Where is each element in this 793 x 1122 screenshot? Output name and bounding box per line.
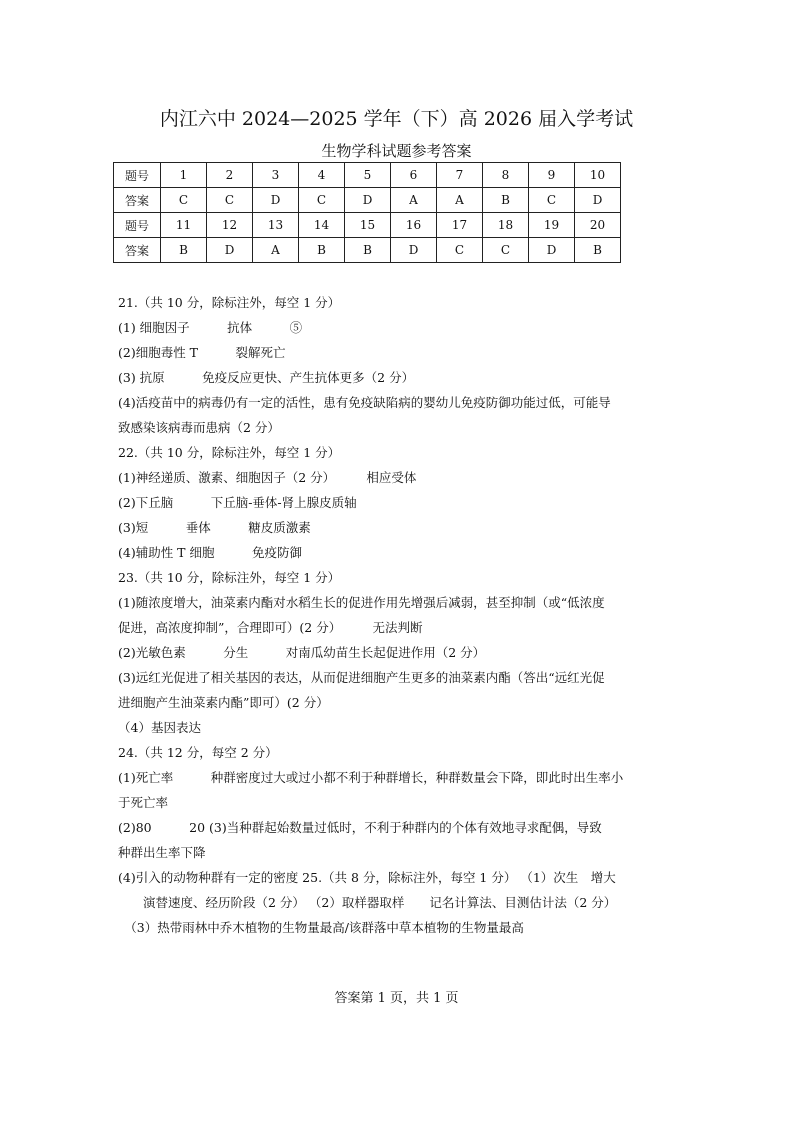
text-line: 22.（共 10 分，除标注外，每空 1 分） — [118, 445, 341, 460]
table-cell: 13 — [253, 213, 299, 238]
text-line: 致感染该病毒而患病（2 分） — [118, 420, 280, 435]
text-line: （3）热带雨林中乔木植物的生物量最高/该群落中草本植物的生物量最高 — [118, 920, 524, 935]
table-cell: 19 — [529, 213, 575, 238]
table-cell: D — [345, 188, 391, 213]
text-line: 23.（共 10 分，除标注外，每空 1 分） — [118, 570, 341, 585]
table-cell: 2 — [207, 163, 253, 188]
text-line: (2)80 20 (3)当种群起始数量过低时，不利于种群内的个体有效地寻求配偶，导致 — [118, 820, 602, 835]
text-line: (1)神经递质、激素、细胞因子（2 分） 相应受体 — [118, 470, 417, 485]
table-row — [114, 188, 621, 213]
table-cell: 4 — [299, 163, 345, 188]
text-line: （4）基因表达 — [118, 720, 201, 735]
table-cell: C — [207, 188, 253, 213]
table-cell: D — [253, 188, 299, 213]
table-cell: 15 — [345, 213, 391, 238]
table-cell: 20 — [575, 213, 621, 238]
table-cell: 18 — [483, 213, 529, 238]
row-header-cell: 题号 — [114, 213, 161, 238]
table-cell: B — [345, 238, 391, 263]
text-line: 于死亡率 — [118, 795, 169, 810]
text-line: (3) 抗原 免疫反应更快、产生抗体更多（2 分） — [118, 370, 415, 385]
row-header-cell: 答案 — [114, 188, 161, 213]
table-cell: 9 — [529, 163, 575, 188]
document-subtitle: 生物学科试题参考答案 — [321, 142, 472, 160]
document-title: 内江六中 2024—2025 学年（下）高 2026 届入学考试 — [159, 108, 634, 130]
table-cell: C — [529, 188, 575, 213]
table-cell: A — [391, 188, 437, 213]
table-cell: 10 — [575, 163, 621, 188]
table-cell: 8 — [483, 163, 529, 188]
text-line: 24.（共 12 分，每空 2 分） — [118, 745, 278, 760]
table-cell: C — [299, 188, 345, 213]
text-line: (4)活疫苗中的病毒仍有一定的活性，患有免疫缺陷病的婴幼儿免疫防御功能过低，可能导 — [118, 395, 611, 410]
table-cell: 6 — [391, 163, 437, 188]
text-line: (2)细胞毒性 T 裂解死亡 — [118, 345, 286, 360]
table-cell: B — [575, 238, 621, 263]
table-cell: C — [161, 188, 207, 213]
table-cell: D — [391, 238, 437, 263]
text-line: (3)短 垂体 糖皮质激素 — [118, 520, 311, 535]
table-cell: A — [253, 238, 299, 263]
text-line: 21.（共 10 分，除标注外，每空 1 分） — [118, 295, 341, 310]
text-line: (1)死亡率 种群密度过大或过小都不利于种群增长，种群数量会下降，即此时出生率小 — [118, 770, 624, 785]
text-line: (4)辅助性 T 细胞 免疫防御 — [118, 545, 302, 560]
table-cell: 5 — [345, 163, 391, 188]
row-header-cell: 答案 — [114, 238, 161, 263]
page-footer: 答案第 1 页，共 1 页 — [334, 991, 459, 1006]
text-line: (2)光敏色素 分生 对南瓜幼苗生长起促进作用（2 分） — [118, 645, 486, 660]
table-cell: 1 — [161, 163, 207, 188]
table-cell: 12 — [207, 213, 253, 238]
text-line: (1) 细胞因子 抗体 ⑤ — [118, 320, 303, 335]
table-row — [114, 238, 621, 263]
table-cell: C — [437, 238, 483, 263]
table-cell: D — [207, 238, 253, 263]
text-line: 进细胞产生油菜素内酯”即可）(2 分） — [118, 695, 329, 710]
text-line: (4)引入的动物种群有一定的密度 25.（共 8 分，除标注外，每空 1 分） （1）次生 增大 — [118, 870, 616, 885]
table-cell: A — [437, 188, 483, 213]
table-cell: C — [483, 238, 529, 263]
table-cell: 16 — [391, 213, 437, 238]
table-cell: 17 — [437, 213, 483, 238]
table-cell: 11 — [161, 213, 207, 238]
text-line: 促进，高浓度抑制”，合理即可）(2 分） 无法判断 — [118, 620, 423, 635]
table-cell: 7 — [437, 163, 483, 188]
table-cell: 14 — [299, 213, 345, 238]
text-line: (2)下丘脑 下丘脑-垂体-肾上腺皮质轴 — [118, 495, 357, 510]
row-header-cell: 题号 — [114, 163, 161, 188]
table-cell: B — [161, 238, 207, 263]
table-row — [114, 163, 621, 188]
answer-table — [113, 162, 621, 263]
text-line: 种群出生率下降 — [118, 845, 206, 860]
table-cell: D — [575, 188, 621, 213]
text-line: 演替速度、经历阶段（2 分） （2）取样器取样 记名计算法、目测估计法（2 分） — [118, 895, 617, 910]
table-cell: D — [529, 238, 575, 263]
answer-text — [118, 290, 688, 940]
table-cell: B — [299, 238, 345, 263]
text-line: (1)随浓度增大，油菜素内酯对水稻生长的促进作用先增强后减弱，甚至抑制（或“低浓度 — [118, 595, 605, 610]
table-cell: 3 — [253, 163, 299, 188]
table-cell: B — [483, 188, 529, 213]
table-row — [114, 213, 621, 238]
text-line: (3)远红光促进了相关基因的表达，从而促进细胞产生更多的油菜素内酯（答出“远红光促 — [118, 670, 605, 685]
